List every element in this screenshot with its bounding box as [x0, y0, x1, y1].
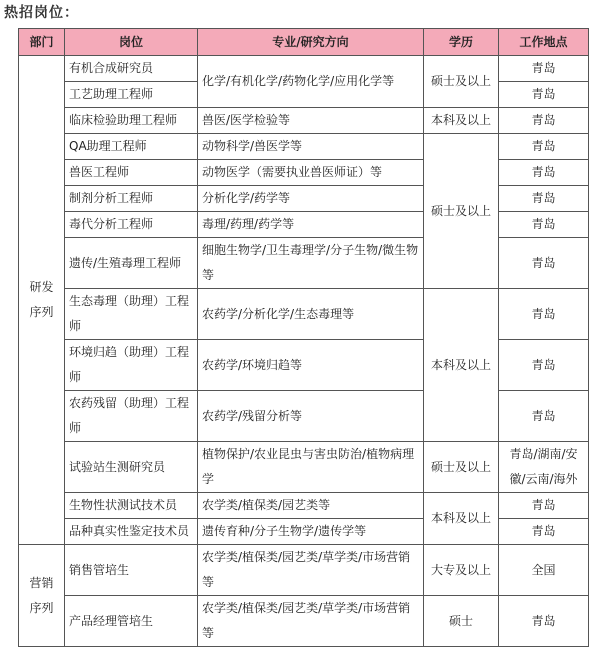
- location-cell: 青岛: [499, 493, 589, 519]
- header-location: 工作地点: [499, 29, 589, 56]
- education-cell: 硕士: [424, 596, 499, 647]
- major-cell: 动物科学/兽医学等: [198, 134, 424, 160]
- position-cell: 产品经理管培生: [65, 596, 198, 647]
- location-cell: 青岛: [499, 340, 589, 391]
- header-major: 专业/研究方向: [198, 29, 424, 56]
- table-row: [19, 545, 589, 596]
- dept-sales-line1: 营销: [29, 575, 54, 590]
- education-cell: 本科及以上: [424, 493, 499, 545]
- location-cell: 青岛: [499, 289, 589, 340]
- position-cell: 生态毒理（助理）工程师: [65, 289, 198, 340]
- position-cell: 遗传/生殖毒理工程师: [65, 238, 198, 289]
- dept-rd: [19, 56, 65, 545]
- major-cell: 植物保护/农业昆虫与害虫防治/植物病理学: [198, 442, 424, 493]
- major-cell: 兽医/医学检验等: [198, 108, 424, 134]
- dept-sales-line2: 序列: [29, 600, 54, 615]
- major-cell: 遗传育种/分子生物学/遗传学等: [198, 519, 424, 545]
- major-cell: 农药学/残留分析等: [198, 391, 424, 442]
- table-row: [19, 596, 589, 647]
- table-row: [19, 493, 589, 519]
- location-cell: 青岛: [499, 186, 589, 212]
- major-cell: 农学类/植保类/园艺类/草学类/市场营销等: [198, 545, 424, 596]
- table-row: [19, 340, 589, 391]
- table-row: [19, 160, 589, 186]
- position-cell: 制剂分析工程师: [65, 186, 198, 212]
- position-cell: 品种真实性鉴定技术员: [65, 519, 198, 545]
- location-cell: 青岛: [499, 519, 589, 545]
- major-cell: 动物医学（需要执业兽医师证）等: [198, 160, 424, 186]
- table-header-row: [19, 29, 589, 56]
- header-dept: 部门: [19, 29, 65, 56]
- header-position: 岗位: [65, 29, 198, 56]
- page-title: 热招岗位：: [4, 5, 79, 21]
- major-cell: 农学类/植保类/园艺类等: [198, 493, 424, 519]
- location-cell: 青岛: [499, 82, 589, 108]
- position-cell: 工艺助理工程师: [65, 82, 198, 108]
- major-cell: 农药学/环境归趋等: [198, 340, 424, 391]
- location-cell: 青岛: [499, 108, 589, 134]
- location-cell: 青岛: [499, 212, 589, 238]
- job-table: [18, 28, 589, 647]
- position-cell: QA助理工程师: [65, 134, 198, 160]
- major-cell: 农药学/分析化学/生态毒理等: [198, 289, 424, 340]
- table-row: [19, 442, 589, 493]
- location-cell: 青岛: [499, 160, 589, 186]
- location-cell: 青岛: [499, 391, 589, 442]
- dept-rd-line2: 序列: [29, 305, 54, 319]
- table-row: [19, 238, 589, 289]
- major-cell: 毒理/药理/药学等: [198, 212, 424, 238]
- position-cell: 农药残留（助理）工程师: [65, 391, 198, 442]
- dept-sales: [19, 545, 65, 647]
- location-cell: 全国: [499, 545, 589, 596]
- location-cell: 青岛/湖南/安徽/云南/海外: [499, 442, 589, 493]
- education-cell: 本科及以上: [424, 108, 499, 134]
- location-cell: 青岛: [499, 134, 589, 160]
- table-row: [19, 108, 589, 134]
- major-cell: 分析化学/药学等: [198, 186, 424, 212]
- major-cell: 农学类/植保类/园艺类/草学类/市场营销等: [198, 596, 424, 647]
- location-cell: 青岛: [499, 56, 589, 82]
- table-row: [19, 212, 589, 238]
- position-cell: 有机合成研究员: [65, 56, 198, 82]
- table-row: [19, 186, 589, 212]
- table-row: [19, 56, 589, 82]
- location-cell: 青岛: [499, 596, 589, 647]
- position-cell: 临床检验助理工程师: [65, 108, 198, 134]
- table-row: [19, 134, 589, 160]
- position-cell: 试验站生测研究员: [65, 442, 198, 493]
- location-cell: 青岛: [499, 238, 589, 289]
- education-cell: 本科及以上: [424, 289, 499, 442]
- position-cell: 兽医工程师: [65, 160, 198, 186]
- header-education: 学历: [424, 29, 499, 56]
- table-row: [19, 391, 589, 442]
- table-row: [19, 519, 589, 545]
- education-cell: 硕士及以上: [424, 56, 499, 108]
- major-cell: 细胞生物学/卫生毒理学/分子生物/微生物等: [198, 238, 424, 289]
- dept-rd-line1: 研发: [29, 280, 54, 294]
- education-cell: 硕士及以上: [424, 134, 499, 289]
- position-cell: 毒代分析工程师: [65, 212, 198, 238]
- table-row: [19, 289, 589, 340]
- education-cell: 大专及以上: [424, 545, 499, 596]
- major-cell: 化学/有机化学/药物化学/应用化学等: [198, 56, 424, 108]
- education-cell: 硕士及以上: [424, 442, 499, 493]
- position-cell: 销售管培生: [65, 545, 198, 596]
- position-cell: 环境归趋（助理）工程师: [65, 340, 198, 391]
- position-cell: 生物性状测试技术员: [65, 493, 198, 519]
